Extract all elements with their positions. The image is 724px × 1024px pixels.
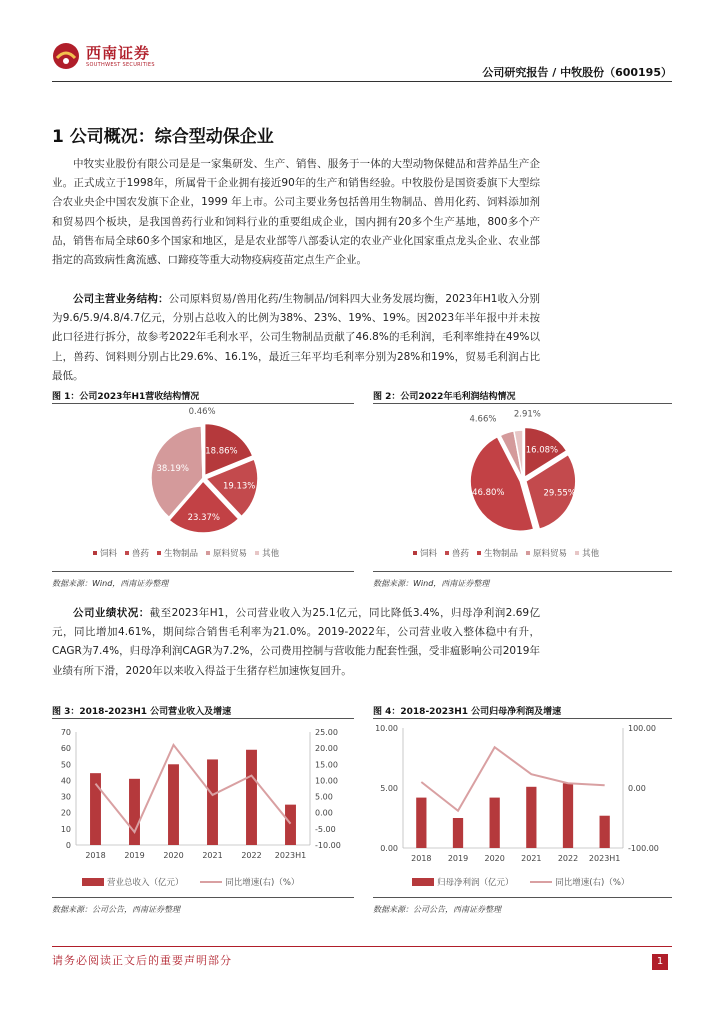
x-tick-label: 2022: [241, 851, 262, 860]
legend-label: 其他: [262, 549, 280, 559]
y-tick-label: 20: [60, 808, 71, 818]
pie-label-其他: 0.46%: [188, 407, 216, 418]
figure-3-top-rule: [52, 718, 354, 719]
legend-label: 原料贸易: [533, 549, 568, 559]
y2-tick-label: -10.00: [315, 841, 341, 850]
pie-label-生物制品: 23.37%: [187, 512, 221, 523]
x-tick-label: 2023H1: [588, 854, 621, 863]
pie-label-原料贸易: 38.19%: [156, 463, 189, 474]
bar-2023H1: [600, 816, 610, 848]
y2-tick-label: 15.00: [315, 760, 338, 770]
x-tick-label: 2022: [557, 854, 579, 863]
header-divider: [52, 81, 672, 82]
y-tick-label: 10: [60, 824, 71, 834]
legend-label: 饲料: [100, 549, 118, 559]
legend-line-swatch: [200, 881, 222, 883]
y-tick-label: 40: [60, 776, 71, 786]
section-title: 1 公司概况：综合型动保企业: [52, 127, 274, 147]
page-number: 1: [652, 954, 668, 970]
legend-swatch: [93, 551, 97, 555]
x-tick-label: 2018: [411, 854, 432, 863]
y2-tick-label: 0.00: [315, 808, 333, 818]
legend-swatch: [413, 551, 417, 555]
bar-2019: [453, 818, 463, 848]
y2-tick-label: 10.00: [315, 776, 338, 786]
growth-line: [96, 745, 291, 832]
figure-3-source: 数据来源：公司公告，西南证券整理: [52, 905, 180, 914]
brand-logo: [52, 40, 182, 74]
bar-2022: [563, 783, 573, 848]
legend-label: 生物制品: [164, 549, 199, 559]
figure-4-bottom-rule: [373, 897, 672, 898]
legend-swatch: [157, 551, 161, 555]
legend-bar-label: 归母净利润（亿元）: [437, 878, 514, 888]
legend-bar-swatch: [412, 878, 434, 886]
legend-bar-label: 营业总收入（亿元）: [107, 878, 184, 888]
x-tick-label: 2019: [447, 854, 469, 863]
legend-swatch: [206, 551, 210, 555]
pie-label-兽药: 29.55%: [543, 488, 576, 499]
pie-label-其他: 2.91%: [513, 409, 541, 420]
y2-tick-label: 25.00: [315, 728, 338, 737]
legend-swatch: [526, 551, 530, 555]
legend-swatch: [125, 551, 129, 555]
figure-2-legend: [405, 547, 599, 559]
figure-3-title: 图 3：2018-2023H1 公司营业收入及增速: [52, 707, 232, 717]
y-tick-label: 0.00: [380, 844, 398, 853]
paragraph-business-structure: [52, 290, 540, 386]
pie-label-原料贸易: 4.66%: [469, 414, 497, 425]
figure-2-source: 数据来源：Wind，西南证券整理: [373, 579, 490, 588]
x-tick-label: 2023H1: [274, 851, 307, 860]
x-tick-label: 2020: [163, 851, 184, 860]
bar-2021: [207, 759, 218, 845]
legend-label: 兽药: [132, 549, 150, 559]
legend-swatch: [575, 551, 579, 555]
paragraph-performance: [52, 604, 540, 681]
y2-tick-label: 0.00: [628, 784, 646, 793]
legend-label: 其他: [582, 549, 600, 559]
bar-2021: [526, 787, 536, 848]
y-tick-label: 30: [60, 792, 71, 802]
y2-tick-label: 100.00: [628, 724, 656, 733]
y2-tick-label: -5.00: [315, 824, 336, 834]
y-tick-label: 70: [60, 728, 71, 737]
figure-2-pie-chart: [373, 404, 672, 546]
paragraph-lead: 公司主营业务结构：: [73, 293, 169, 305]
x-tick-label: 2020: [484, 854, 505, 863]
y-tick-label: 10.00: [375, 724, 398, 733]
logo-text: 西南证券: [86, 44, 151, 62]
paragraph-overview: 中牧实业股份有限公司是是一家集研发、生产、销售、服务于一体的大型动物保健品和营养品生产企业。正式成立于1998年，所属骨干企业拥有接近90年的生产和销售经验。中牧股份是国资委旗下大型综合农业央企中国农发旗下企业，1999 年上市。公司主要业务包括兽用生物制品、兽用化药、饲料添加剂和贸易四个板块，是我国兽药行业和饲料行业的重要组成企业，国内拥有20多个生产基地，800多个产品，销售布局全球60多个国家和地区，是是农业部等八部委认定的农业产业化国家重点龙头企业、农业部指定的高致病性禽流感、口蹄疫等重大动物疫病疫苗定点生产企业。: [52, 158, 540, 267]
x-tick-label: 2019: [124, 851, 145, 860]
pie-label-饲料: 18.86%: [205, 446, 238, 457]
figure-4-top-rule: [373, 718, 672, 719]
figure-1-source: 数据来源：Wind，西南证券整理: [52, 579, 169, 588]
y2-tick-label: 5.00: [315, 792, 333, 802]
y-tick-label: 60: [60, 744, 71, 754]
legend-swatch: [477, 551, 481, 555]
paragraph-body: 截至2023年H1，公司营业收入为25.1亿元，同比降低3.4%，归母净利润2.69亿元，同比增加4.61%，期间综合销售毛利率为21.0%。2019-2022年，公司营业收入整体稳中有升，CAGR为7.4%，归母净利润CAGR为7.2%，公司费用控制与营收能力配套性强，受非瘟影响公司2019年业绩有所下滑，2020年以来收入得益于生猪存栏加速恢复回升。: [52, 607, 541, 677]
figure-3-legend: [82, 876, 299, 888]
bar-2020: [168, 764, 179, 845]
footer-divider: [52, 946, 672, 947]
legend-label: 兽药: [452, 549, 470, 559]
figure-4-source: 数据来源：公司公告，西南证券整理: [373, 905, 501, 914]
bar-2022: [246, 750, 257, 845]
paragraph-lead: 公司业绩状况：: [73, 607, 150, 619]
figure-3-combo-chart: [52, 720, 354, 870]
bar-2020: [490, 798, 500, 848]
figure-2-title: 图 2：公司2022年毛利润结构情况: [373, 392, 516, 402]
legend-line-label: 同比增速(右)（%）: [225, 878, 300, 888]
y2-tick-label: -100.00: [628, 844, 659, 853]
logo-subtext: SOUTHWEST SECURITIES: [86, 62, 155, 68]
figure-1-pie-chart: [52, 404, 354, 546]
y-tick-label: 5.00: [380, 784, 398, 793]
bar-2018: [416, 798, 426, 848]
legend-label: 原料贸易: [213, 549, 248, 559]
legend-label: 生物制品: [484, 549, 519, 559]
x-tick-label: 2018: [85, 851, 106, 860]
x-tick-label: 2021: [202, 851, 223, 860]
legend-line-swatch: [530, 881, 552, 883]
figure-4-combo-chart: [373, 720, 672, 870]
y-tick-label: 50: [60, 760, 71, 770]
figure-4-title: 图 4：2018-2023H1 公司归母净利润及增速: [373, 707, 562, 717]
pie-label-生物制品: 46.80%: [472, 488, 505, 499]
pie-label-饲料: 16.08%: [525, 445, 559, 456]
paragraph-body: 公司原料贸易/兽用化药/生物制品/饲料四大业务发展均衡，2023年H1收入分别为9.6/5.9/4.8/4.7亿元，分别占总收入的比例为38%、23%、19%、19%。因2023年半年报中并未按此口径进行拆分，故参考2022年毛利水平，公司生物制品贡献了46.8%的毛利润，毛利率维持在49%以上，兽药、饲料则分别占比29.6%、16.1%，最近三年平均毛利率分别为28%和19%，贸易毛利润占比最低。: [52, 293, 540, 382]
growth-line: [421, 747, 604, 811]
figure-3-bottom-rule: [52, 897, 354, 898]
legend-line-label: 同比增速(右)（%）: [555, 878, 630, 888]
figure-2-bottom-rule: [373, 571, 672, 572]
figure-1-title: 图 1：公司2023年H1营收结构情况: [52, 392, 200, 402]
legend-swatch: [445, 551, 449, 555]
figure-1-legend: [85, 547, 279, 559]
bar-2023H1: [285, 805, 296, 845]
y2-tick-label: 20.00: [315, 744, 338, 754]
page-header: [0, 0, 724, 84]
legend-bar-swatch: [82, 878, 104, 886]
bar-2019: [129, 779, 140, 845]
legend-label: 饲料: [420, 549, 438, 559]
footer-disclaimer: 请务必阅读正文后的重要声明部分: [52, 954, 232, 967]
y-tick-label: 0: [65, 841, 71, 850]
figure-4-legend: [412, 876, 629, 888]
x-tick-label: 2021: [521, 854, 542, 863]
report-label: 公司研究报告 / 中牧股份（600195）: [482, 66, 672, 79]
logo-mark-icon: [52, 42, 80, 70]
pie-label-兽药: 19.13%: [222, 481, 256, 492]
figure-1-bottom-rule: [52, 571, 354, 572]
legend-swatch: [255, 551, 259, 555]
